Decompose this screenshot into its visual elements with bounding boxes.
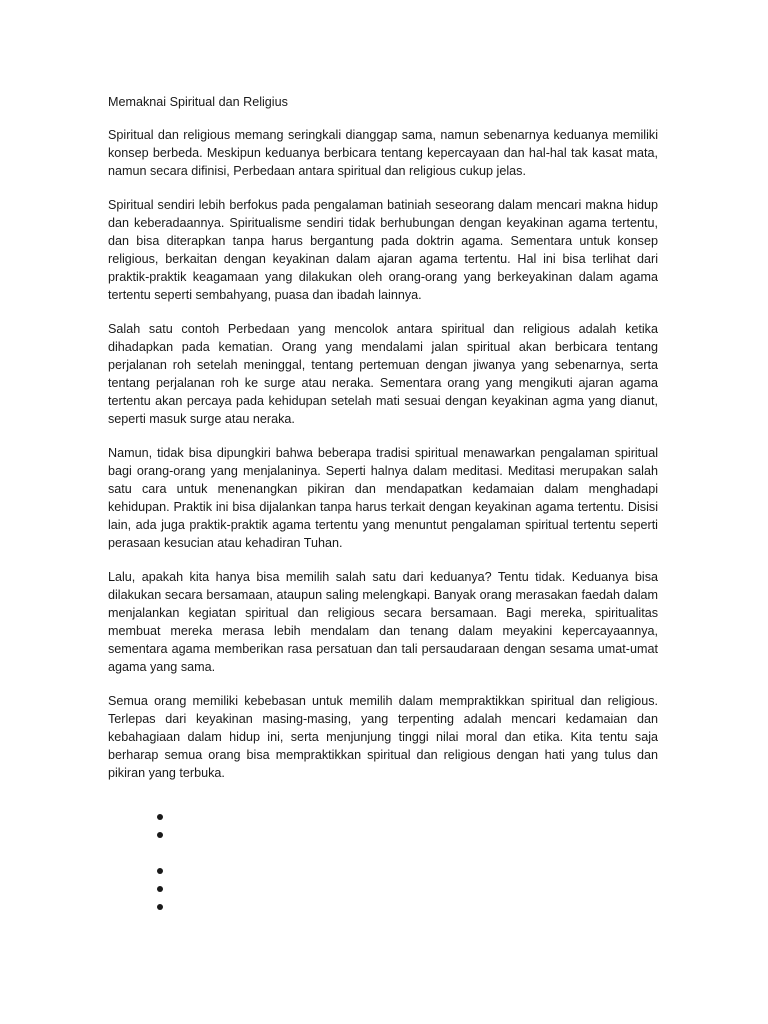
bullet-point: [157, 868, 163, 874]
bullet-point: [157, 886, 163, 892]
paragraph-1: Spiritual dan religious memang seringkali dianggap sama, namun sebenarnya keduanya memiliki konsep berbeda. Meskipun keduanya berbicara tentang kepercayaan dan hal-hal tak kasat mata, namun secara difinisi, Perbedaan antara spiritual dan religious cukup jelas.: [108, 128, 658, 178]
paragraph-3: Salah satu contoh Perbedaan yang mencolok antara spiritual dan religious adalah ketika dihadapkan pada kematian. Orang yang mendalami jalan spiritual akan berbicara tentang perjalanan roh setelah meninggal, tentang pertemuan dengan jiwanya yang sebenarnya, serta tentang perjalanan roh ke surge atau neraka. Sementara orang yang mengikuti ajaran agama tertentu akan percaya pada kehidupan setelah mati sesuai dengan keyakinan agma yang dianut, seperti masuk surge atau neraka.: [108, 322, 658, 426]
paragraph-6: Semua orang memiliki kebebasan untuk memilih dalam mempraktikkan spiritual dan religious. Terlepas dari keyakinan masing-masing, yang terpenting adalah mencari kedamaian dan kebahagiaan dalam hidup ini, serta menjunjung tinggi nilai moral dan etika. Kita tentu saja berharap semua orang bisa mempraktikkan spiritual dan religious dengan hati yang tulus dan pikiran yang terbuka.: [108, 694, 658, 780]
document-title: Memaknai Spiritual dan Religius: [108, 95, 288, 109]
paragraph-2: Spiritual sendiri lebih berfokus pada pengalaman batiniah seseorang dalam mencari makna hidup dan keberadaannya. Spiritualisme sendiri tidak berhubungan dengan keyakinan agama tertentu, dan bisa diterapkan tanpa harus bergantung pada doktrin agama. Sementara untuk konsep religious, berkaitan dengan keyakinan dalam ajaran agama tertentu. Hal ini bisa terlihat dari praktik-praktik keagamaan yang dilakukan oleh orang-orang yang berkeyakinan dalam agama tertentu seperti sembahyang, puasa dan ibadah lainnya.: [108, 198, 658, 302]
bullet-point: [157, 832, 163, 838]
paragraph-4: Namun, tidak bisa dipungkiri bahwa beberapa tradisi spiritual menawarkan pengalaman spiritual bagi orang-orang yang menjalaninya. Seperti halnya dalam meditasi. Meditasi merupakan salah satu cara untuk menenangkan pikiran dan mendapatkan kedamaian dalam menghadapi kehidupan. Praktik ini bisa dijalankan tanpa harus terkait dengan keyakinan agama tertentu. Disisi lain, ada juga praktik-praktik agama tertentu yang menuntut pengalaman spiritual tertentu seperti perasaan kesucian atau kehadiran Tuhan.: [108, 446, 658, 550]
paragraph-5: Lalu, apakah kita hanya bisa memilih salah satu dari keduanya? Tentu tidak. Keduanya bisa dilakukan secara bersamaan, ataupun saling melengkapi. Banyak orang merasakan faedah dalam menjalankan kegiatan spiritual dan religious secara bersamaan. Bagi mereka, spiritualitas membuat mereka merasa lebih mendalam dan tenang dalam meyakini kepercayaannya, sementara agama memberikan rasa persatuan dan tali persaudaraan dengan sesama umat-umat agama yang sama.: [108, 570, 658, 674]
document-body: [108, 126, 658, 798]
bullet-point: [157, 904, 163, 910]
bullet-point: [157, 814, 163, 820]
